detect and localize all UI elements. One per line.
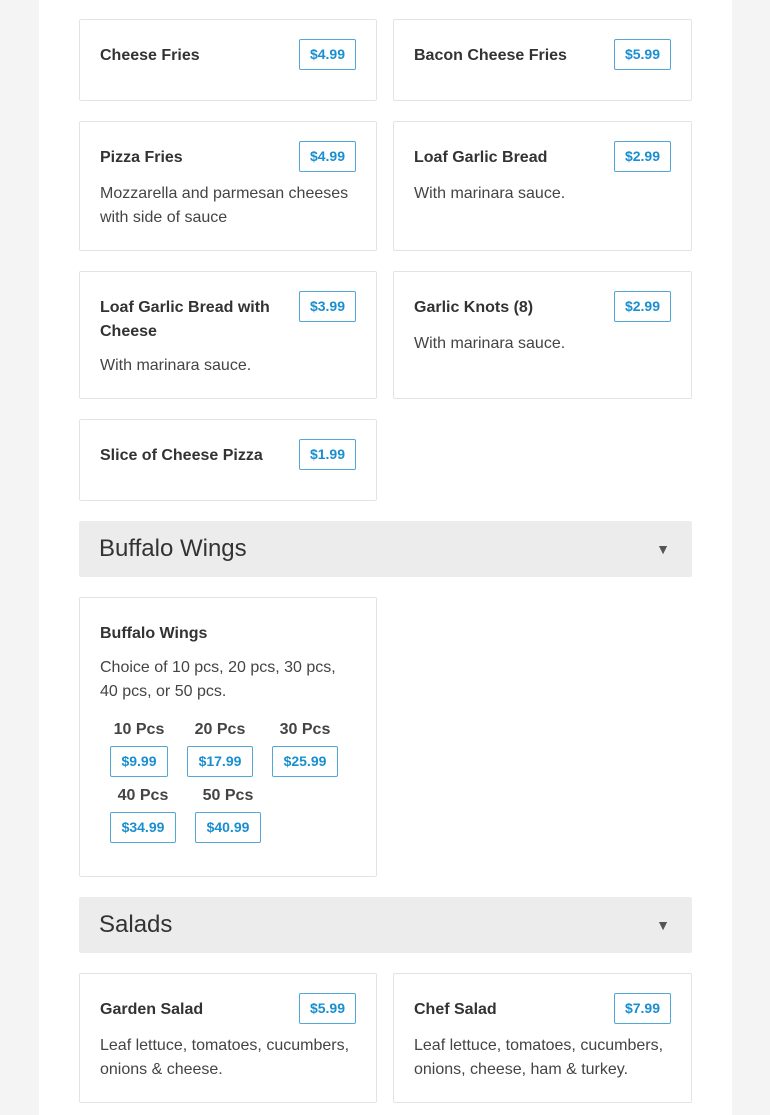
menu-item-card[interactable] — [79, 973, 377, 1103]
menu-item-card[interactable] — [79, 419, 377, 501]
item-name: Loaf Garlic Bread — [414, 149, 548, 166]
option-label: 50 Pcs — [202, 787, 254, 804]
price-button[interactable]: $7.99 — [614, 993, 671, 1024]
option-label: 20 Pcs — [194, 721, 246, 738]
option-label: 10 Pcs — [113, 721, 165, 738]
menu-item-card[interactable] — [79, 597, 377, 877]
menu-item-card[interactable] — [393, 19, 692, 101]
item-name: Garlic Knots (8) — [414, 299, 534, 316]
price-button[interactable]: $1.99 — [299, 439, 356, 470]
menu-item-card[interactable] — [393, 973, 692, 1103]
menu-item-card[interactable] — [393, 271, 692, 399]
menu-item-card[interactable] — [393, 121, 692, 251]
option-price-button[interactable]: $40.99 — [195, 812, 261, 843]
price-button[interactable]: $5.99 — [299, 993, 356, 1024]
section-header-buffalo-wings[interactable] — [79, 521, 692, 577]
item-description: Leaf lettuce, tomatoes, cucumbers, onions & cheese. — [100, 1037, 350, 1078]
price-button[interactable]: $4.99 — [299, 141, 356, 172]
price-button[interactable]: $3.99 — [299, 291, 356, 322]
item-name: Slice of Cheese Pizza — [100, 447, 263, 464]
item-name: Cheese Fries — [100, 47, 200, 64]
item-name: Bacon Cheese Fries — [414, 47, 567, 64]
price-button[interactable]: $2.99 — [614, 141, 671, 172]
item-description: Mozzarella and parmesan cheeses with side of sauce — [100, 185, 349, 226]
item-name: Loaf Garlic Bread with Cheese — [100, 299, 270, 340]
price-button[interactable]: $5.99 — [614, 39, 671, 70]
chevron-down-icon: ▼ — [656, 917, 670, 933]
item-name: Chef Salad — [414, 1001, 497, 1018]
item-description: Leaf lettuce, tomatoes, cucumbers, onions, cheese, ham & turkey. — [414, 1037, 664, 1078]
option-price-button[interactable]: $34.99 — [110, 812, 176, 843]
menu-item-card[interactable] — [79, 271, 377, 399]
item-description: With marinara sauce. — [414, 335, 566, 352]
item-name: Garden Salad — [100, 1001, 204, 1018]
item-description: With marinara sauce. — [414, 185, 566, 202]
option-label: 40 Pcs — [117, 787, 169, 804]
price-button[interactable]: $4.99 — [299, 39, 356, 70]
item-name: Buffalo Wings — [100, 625, 208, 642]
item-name: Pizza Fries — [100, 149, 183, 166]
item-description: Choice of 10 pcs, 20 pcs, 30 pcs, 40 pcs, or 50 pcs. — [100, 659, 336, 700]
price-button[interactable]: $2.99 — [614, 291, 671, 322]
option-label: 30 Pcs — [279, 721, 331, 738]
section-title: Salads — [99, 911, 173, 938]
option-price-button[interactable]: $9.99 — [110, 746, 168, 777]
item-description: With marinara sauce. — [100, 357, 252, 374]
option-price-button[interactable]: $25.99 — [272, 746, 338, 777]
menu-item-card[interactable] — [79, 121, 377, 251]
menu-page — [39, 0, 732, 1115]
chevron-down-icon: ▼ — [656, 541, 670, 557]
section-header-salads[interactable] — [79, 897, 692, 953]
option-price-button[interactable]: $17.99 — [187, 746, 253, 777]
menu-item-card[interactable] — [79, 19, 377, 101]
section-title: Buffalo Wings — [99, 535, 247, 562]
